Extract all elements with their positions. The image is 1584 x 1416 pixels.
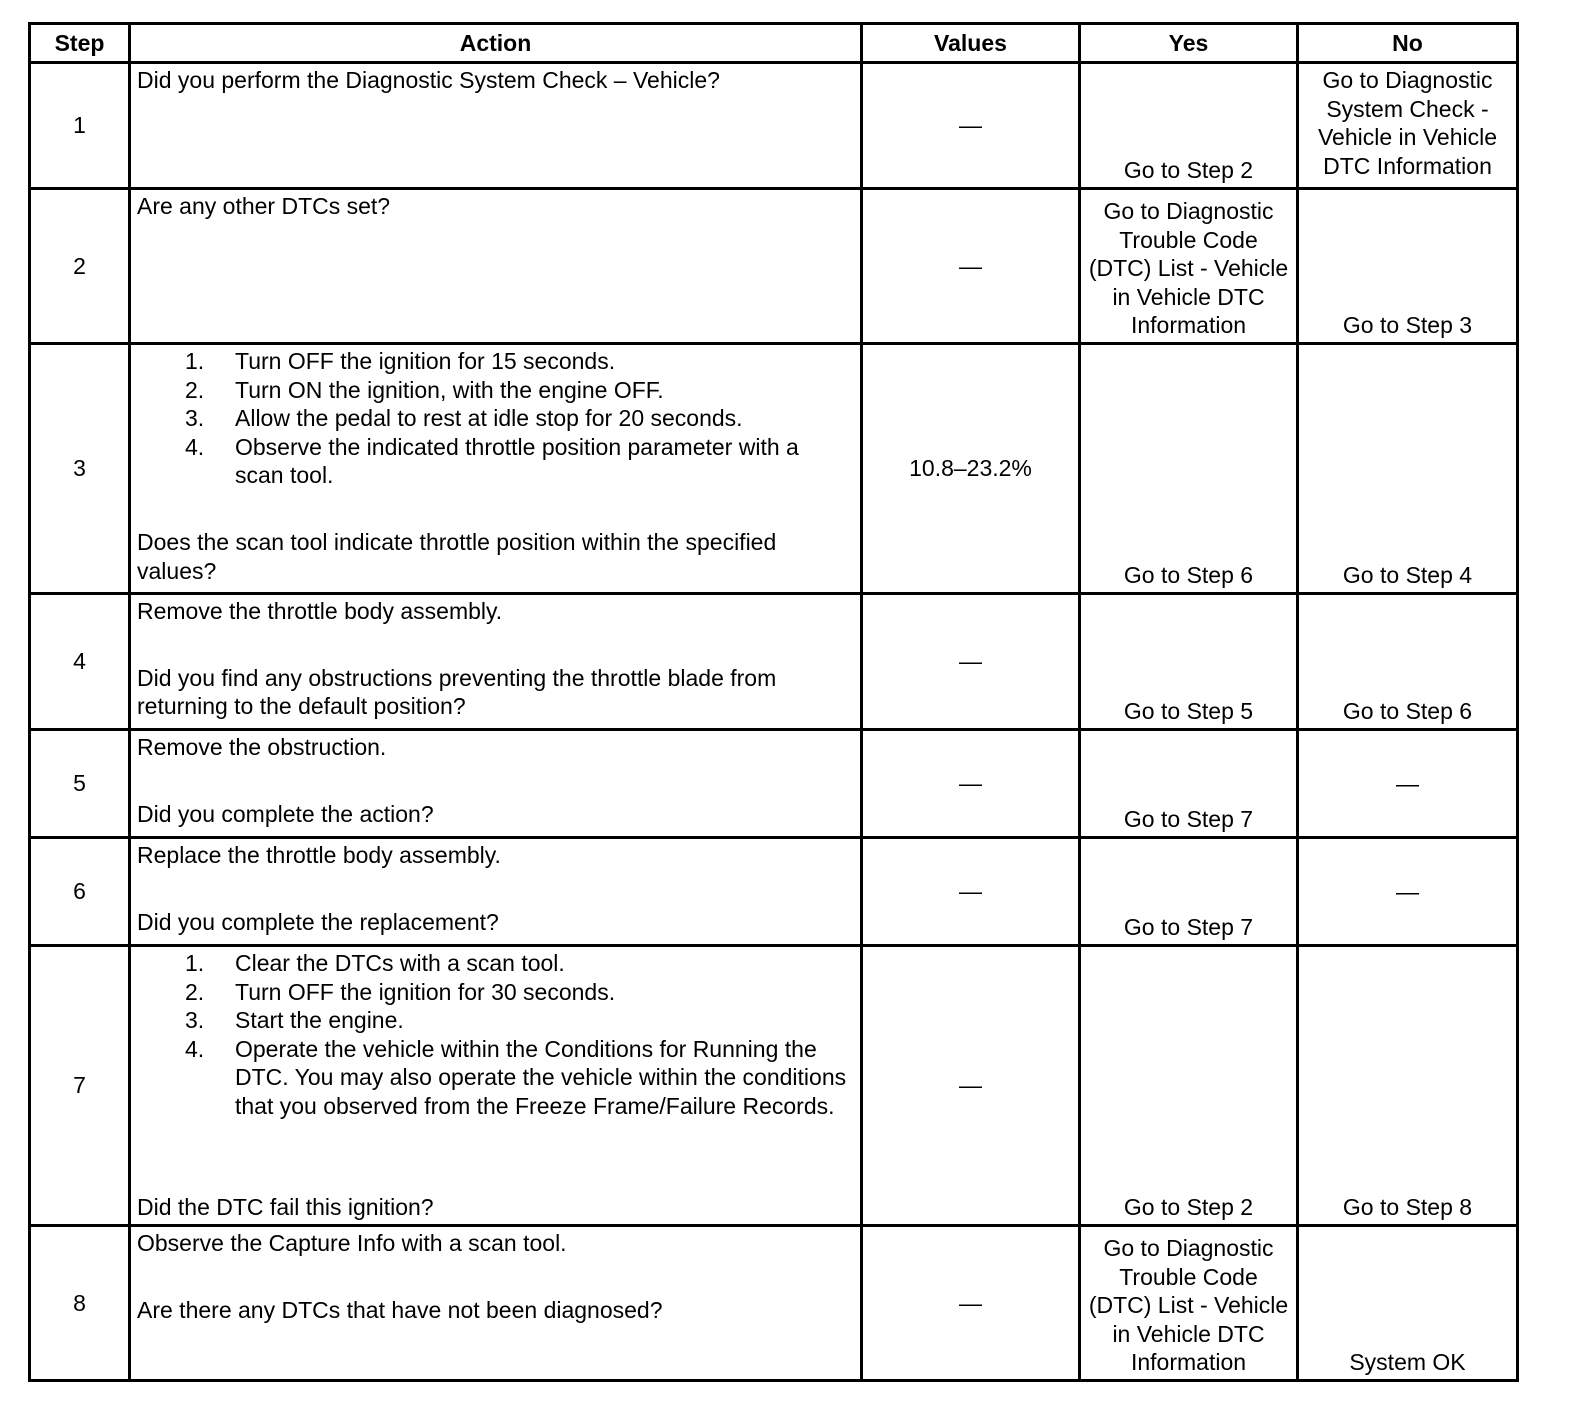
values-cell: —: [862, 594, 1080, 730]
no-cell: [1298, 344, 1518, 594]
no-cell: [1298, 594, 1518, 730]
no-link[interactable]: Go to Step 8: [1342, 1194, 1473, 1221]
action-text: Remove the throttle body assembly.: [137, 598, 503, 624]
list-item: [137, 1006, 848, 1035]
list-item: [137, 433, 848, 490]
list-text: Start the engine.: [235, 1007, 404, 1034]
yes-cell: [1080, 730, 1298, 838]
action-text: Observe the Capture Info with a scan tool.: [137, 1230, 567, 1256]
values-cell: 10.8–23.2%: [862, 344, 1080, 594]
yes-link[interactable]: Go to Step 5: [1123, 698, 1254, 725]
step-number: 4: [30, 594, 130, 730]
list-item: [137, 1035, 848, 1121]
action-cell: [130, 189, 862, 344]
action-question: Are there any DTCs that have not been diagnosed?: [137, 1296, 663, 1323]
step-number: 3: [30, 344, 130, 594]
action-cell: [130, 730, 862, 838]
yes-cell: [1080, 189, 1298, 344]
action-text: Replace the throttle body assembly.: [137, 842, 501, 868]
action-cell: [130, 594, 862, 730]
list-item: [137, 978, 848, 1007]
yes-link[interactable]: Go to Diagnostic Trouble Code (DTC) List - Vehicle in Vehicle DTC Information: [1088, 1235, 1289, 1376]
list-item: [137, 347, 848, 376]
action-cell: [130, 946, 862, 1226]
action-text: Are any other DTCs set?: [137, 193, 391, 219]
values-cell: —: [862, 63, 1080, 189]
list-number: 1.: [185, 950, 205, 976]
list-item: [137, 404, 848, 433]
step-number: 7: [30, 946, 130, 1226]
action-cell: [130, 344, 862, 594]
no-link[interactable]: Go to Diagnostic System Check - Vehicle in Vehicle DTC Information: [1317, 67, 1497, 179]
no-cell: [1298, 946, 1518, 1226]
step-number: 1: [30, 63, 130, 189]
action-question: Did you complete the replacement?: [137, 908, 499, 935]
list-item: [137, 376, 848, 405]
action-cell: [130, 838, 862, 946]
step-number: 6: [30, 838, 130, 946]
header-row: [30, 24, 1518, 63]
step-number: 8: [30, 1226, 130, 1381]
list-text: Clear the DTCs with a scan tool.: [235, 950, 565, 976]
list-number: 1.: [185, 348, 205, 374]
no-link[interactable]: Go to Step 4: [1342, 562, 1473, 589]
list-text: Allow the pedal to rest at idle stop for 20 seconds.: [235, 405, 743, 432]
header-step: Step: [30, 24, 130, 63]
list-number: 2.: [185, 978, 205, 1005]
values-cell: —: [862, 946, 1080, 1226]
yes-cell: [1080, 946, 1298, 1226]
procedure-list: [137, 949, 848, 1121]
no-cell: [1298, 1226, 1518, 1381]
list-text: Turn ON the ignition, with the engine OFF.: [235, 376, 664, 403]
no-value: System OK: [1349, 1349, 1466, 1376]
list-text: Observe the indicated throttle position parameter with a scan tool.: [235, 433, 799, 489]
header-yes: Yes: [1080, 24, 1298, 63]
yes-cell: [1080, 63, 1298, 189]
no-link[interactable]: Go to Step 6: [1342, 698, 1473, 725]
list-item: [137, 949, 848, 978]
table-row: [30, 344, 1518, 594]
list-number: 3.: [185, 1007, 205, 1034]
table-row: [30, 594, 1518, 730]
no-value: —: [1396, 770, 1419, 797]
table-row: [30, 63, 1518, 189]
action-question: Did you complete the action?: [137, 800, 434, 827]
yes-cell: [1080, 838, 1298, 946]
procedure-list: [137, 347, 848, 490]
values-cell: —: [862, 189, 1080, 344]
no-cell: [1298, 838, 1518, 946]
diagnostic-table: [28, 22, 1519, 1382]
action-text: Did you perform the Diagnostic System Check – Vehicle?: [137, 67, 720, 93]
action-question: Does the scan tool indicate throttle position within the specified values?: [137, 528, 777, 584]
yes-link[interactable]: Go to Step 2: [1123, 1194, 1254, 1221]
values-cell: —: [862, 838, 1080, 946]
action-text: Remove the obstruction.: [137, 734, 387, 760]
table-row: [30, 838, 1518, 946]
action-question: Did you find any obstructions preventing the throttle blade from returning to the default position?: [137, 664, 777, 720]
action-cell: [130, 63, 862, 189]
list-number: 3.: [185, 405, 205, 432]
step-number: 5: [30, 730, 130, 838]
no-cell: [1298, 730, 1518, 838]
action-question: Did the DTC fail this ignition?: [137, 1194, 434, 1221]
values-cell: —: [862, 730, 1080, 838]
header-no: No: [1298, 24, 1518, 63]
table-row: [30, 946, 1518, 1226]
yes-link[interactable]: Go to Step 7: [1123, 806, 1254, 833]
no-value: —: [1396, 878, 1419, 905]
list-number: 4.: [185, 433, 205, 460]
table-row: [30, 189, 1518, 344]
list-text: Turn OFF the ignition for 30 seconds.: [235, 978, 616, 1005]
list-text: Turn OFF the ignition for 15 seconds.: [235, 348, 616, 374]
step-number: 2: [30, 189, 130, 344]
list-text: Operate the vehicle within the Conditions for Running the DTC. You may also operate the vehicle within the conditions that you observed from the Freeze Frame/Failure Records.: [235, 1035, 847, 1119]
yes-cell: [1080, 1226, 1298, 1381]
no-cell: [1298, 189, 1518, 344]
yes-link[interactable]: Go to Step 6: [1123, 562, 1254, 589]
table-row: [30, 730, 1518, 838]
list-number: 4.: [185, 1035, 205, 1062]
table-row: [30, 1226, 1518, 1381]
yes-link[interactable]: Go to Step 7: [1123, 914, 1254, 941]
action-cell: [130, 1226, 862, 1381]
header-values: Values: [862, 24, 1080, 63]
no-link[interactable]: Go to Step 3: [1342, 312, 1473, 339]
header-action: Action: [130, 24, 862, 63]
no-cell: [1298, 63, 1518, 189]
list-number: 2.: [185, 376, 205, 403]
yes-link[interactable]: Go to Diagnostic Trouble Code (DTC) List - Vehicle in Vehicle DTC Information: [1088, 198, 1289, 339]
yes-cell: [1080, 594, 1298, 730]
yes-link[interactable]: Go to Step 2: [1123, 157, 1254, 184]
values-cell: —: [862, 1226, 1080, 1381]
yes-cell: [1080, 344, 1298, 594]
